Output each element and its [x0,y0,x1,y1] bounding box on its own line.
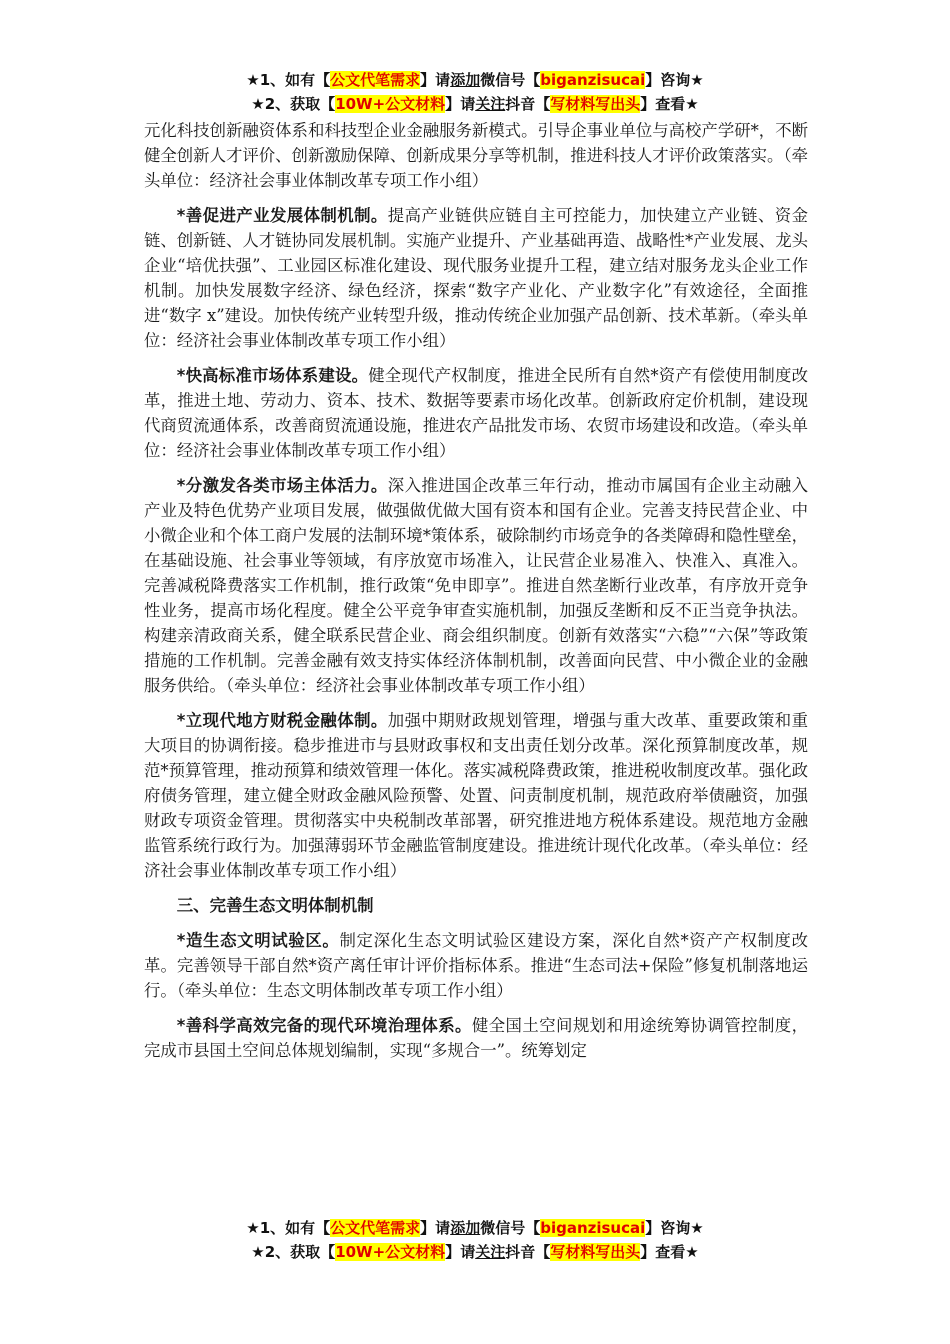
paragraph [144,928,808,1003]
banner-text: 】请 [420,71,451,89]
paragraph-lead: *立现代地方财税金融体制。 [176,711,388,730]
paragraph-lead: *善促进产业发展体制机制。 [176,206,388,225]
paragraph-body: 加强中期财政规划管理，增强与重大改革、重要政策和重大项目的协调衔接。稳步推进市与县财政事权和支出责任划分改革。深化预算制度改革，规范*预算管理，推动预算和绩效管理一体化。落实减税降费政策，推进税收制度改革。强化政府债务管理，建立健全财政金融风险预警、处置、问责制度机制，规范政府举债融资，加强财政专项资金管理。贯彻落实中央税制改革部署，研究推进地方税体系建设。规范地方金融监管系统行政行为。加强薄弱环节金融监管制度建设。推进统计现代化改革。（牵头单位：经济社会事业体制改革专项工作小组） [144,711,809,880]
banner-line-2 [0,1240,950,1264]
banner-text: 】咨询★ [645,1219,704,1237]
banner-text: 微信号【 [480,1219,541,1237]
header-banner [0,68,950,116]
paragraph-body: 健全国土空间规划和用途统筹协调管控制度，完成市县国土空间总体规划编制，实现“多规合一”。统筹划定 [144,1016,809,1060]
banner-text: ★1、如有【 [246,71,331,89]
banner-text: 】请 [420,1219,451,1237]
banner-highlight: 10W+公文材料 [335,95,446,113]
banner-line-2 [0,92,950,116]
paragraph [144,1013,808,1063]
paragraph-lead: *善科学高效完备的现代环境治理体系。 [176,1016,472,1035]
paragraph [144,203,808,353]
banner-text: 】请 [445,95,476,113]
banner-highlight: biganzisucai [540,1219,646,1237]
banner-highlight: 10W+公文材料 [335,1243,446,1261]
paragraph-body: 健全现代产权制度，推进全民所有自然*资产有偿使用制度改革，推进土地、劳动力、资本、技术、数据等要素市场化改革。创新政府定价机制，建设现代商贸流通体系，改善商贸流通设施，推进农产品批发市场、农贸市场建设和改造。（牵头单位：经济社会事业体制改革专项工作小组） [144,366,808,460]
banner-text: 】查看★ [640,95,699,113]
paragraph-lead: *造生态文明试验区。 [176,931,340,950]
banner-highlight: 写材料写出头 [550,1243,641,1261]
paragraph [144,473,808,698]
banner-text: 微信号【 [480,71,541,89]
paragraph-lead: *分激发各类市场主体活力。 [176,476,388,495]
banner-text: ★2、获取【 [251,95,336,113]
banner-text: ★1、如有【 [246,1219,331,1237]
banner-text: 】咨询★ [645,71,704,89]
banner-underline: 关注 [475,1243,506,1261]
banner-text: ★2、获取【 [251,1243,336,1261]
footer-banner [0,1216,950,1264]
banner-highlight: biganzisucai [540,71,646,89]
paragraph [144,708,808,883]
paragraph-lead: *快高标准市场体系建设。 [176,366,369,385]
banner-line-1 [0,68,950,92]
paragraph-body: 深入推进国企改革三年行动，推动市属国有企业主动融入产业及特色优势产业项目发展，做强做优做大国有资本和国有企业。完善支持民营企业、中小微企业和个体工商户发展的法制环境*策体系，破除制约市场竞争的各类障碍和隐性壁垒，在基础设施、社会事业等领域，有序放宽市场准入，让民营企业易准入、快准入、真准入。完善减税降费落实工作机制，推行政策“免申即享”。推进自然垄断行业改革，有序放开竞争性业务，提高市场化程度。健全公平竞争审查实施机制，加强反垄断和反不正当竞争执法。构建亲清政商关系，健全联系民营企业、商会组织制度。创新有效落实“六稳”“六保”等政策措施的工作机制。完善金融有效支持实体经济体制机制，改善面向民营、中小微企业的金融服务供给。（牵头单位：经济社会事业体制改革专项工作小组） [144,476,809,695]
section-heading: 三、完善生态文明体制机制 [176,896,374,915]
banner-line-1 [0,1216,950,1240]
document-body [144,118,808,1073]
banner-text: 】查看★ [640,1243,699,1261]
banner-text: 抖音【 [505,95,551,113]
paragraph [144,363,808,463]
banner-underline: 添加 [450,1219,481,1237]
paragraph-body: 提高产业链供应链自主可控能力，加快建立产业链、资金链、创新链、人才链协同发展机制。实施产业提升、产业基础再造、战略性*产业发展、龙头企业“培优扶强”、工业园区标准化建设、现代服务业提升工程，建立结对服务龙头企业工作机制。加快发展数字经济、绿色经济，探索“数字产业化、产业数字化”有效途径，全面推进“数字 x”建设。加快传统产业转型升级，推动传统企业加强产品创新、技术革新。（牵头单位：经济社会事业体制改革专项工作小组） [144,206,809,350]
banner-text: 】请 [445,1243,476,1261]
paragraph-body: 制定深化生态文明试验区建设方案，深化自然*资产产权制度改革。完善领导干部自然*资产离任审计评价指标体系。推进“生态司法+保险”修复机制落地运行。（牵头单位：生态文明体制改革专项工作小组） [144,931,808,1000]
banner-highlight: 公文代笔需求 [330,71,421,89]
banner-underline: 添加 [450,71,481,89]
banner-underline: 关注 [475,95,506,113]
banner-highlight: 写材料写出头 [550,95,641,113]
banner-highlight: 公文代笔需求 [330,1219,421,1237]
paragraph: 元化科技创新融资体系和科技型企业金融服务新模式。引导企事业单位与高校产学研*，不断健全创新人才评价、创新激励保障、创新成果分享等机制，推进科技人才评价政策落实。（牵头单位：经济社会事业体制改革专项工作小组） [144,121,808,190]
banner-text: 抖音【 [505,1243,551,1261]
